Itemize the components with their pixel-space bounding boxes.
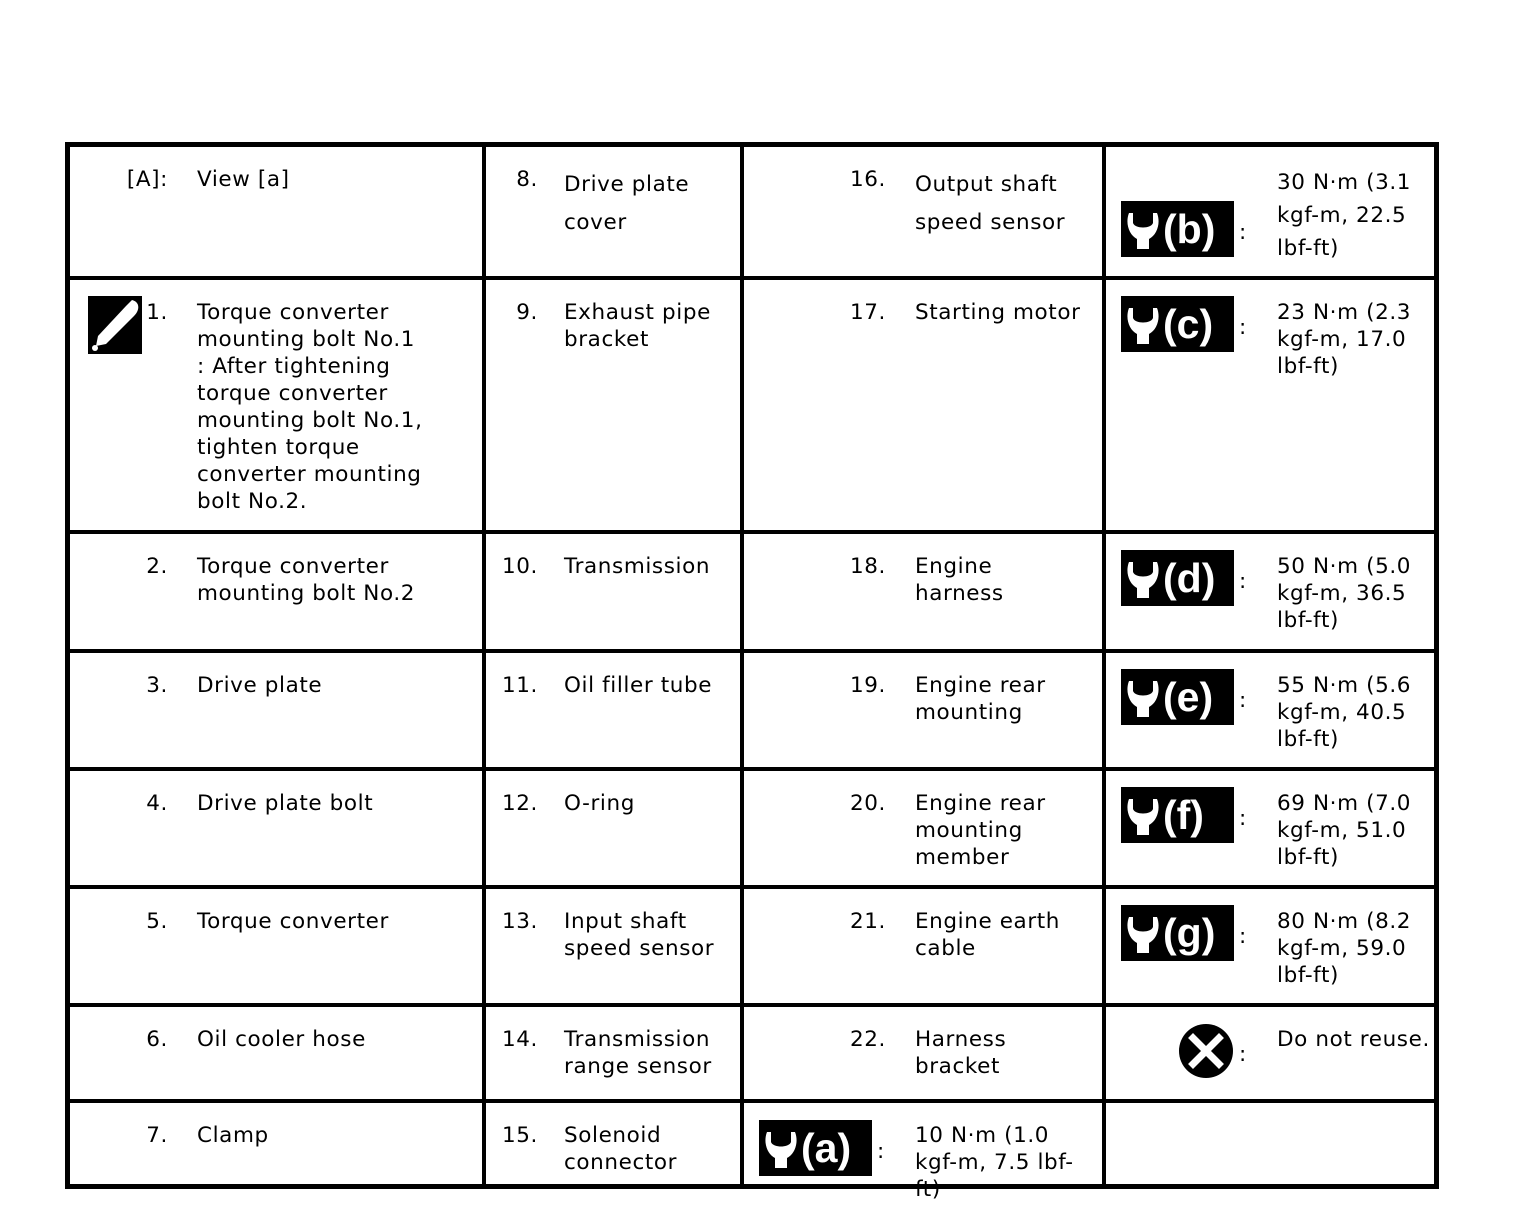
do-not-reuse-icon (1178, 1023, 1234, 1079)
item-label: Starting motor (915, 300, 1081, 325)
torque-spec-letter: (c) (1163, 301, 1214, 347)
legend-cell (744, 889, 1102, 1003)
legend-cell (744, 1007, 1102, 1099)
item-number: 7. (146, 1123, 168, 1148)
item-number: 12. (502, 791, 538, 816)
item-label: Clamp (197, 1123, 269, 1148)
legend-cell (70, 147, 482, 276)
legend-cell (70, 771, 482, 885)
torque-wrench-icon (1121, 787, 1234, 843)
item-label: O-ring (564, 791, 635, 816)
legend-cell (1106, 280, 1434, 530)
item-number: 4. (146, 791, 168, 816)
item-label: Input shaft speed sensor (564, 909, 715, 961)
torque-spec-letter: (d) (1163, 555, 1216, 601)
item-label: Oil cooler hose (197, 1027, 366, 1052)
torque-spec-letter: (g) (1163, 910, 1216, 956)
torque-value: 50 N·m (5.0 kgf-m, 36.5 lbf-ft) (1277, 554, 1412, 633)
item-number: 21. (850, 909, 886, 934)
torque-wrench-icon (759, 1120, 872, 1176)
colon: : (1239, 1042, 1247, 1067)
item-number: 14. (502, 1027, 538, 1052)
torque-spec-letter: (f) (1163, 792, 1204, 838)
item-label: Engine rear mounting (915, 673, 1046, 725)
legend-cell (486, 280, 740, 530)
torque-value: 10 N·m (1.0 kgf-m, 7.5 lbf- ft) (915, 1123, 1074, 1202)
colon: : (1239, 806, 1247, 831)
colon: : (1239, 315, 1247, 340)
item-label: Drive plate bolt (197, 791, 374, 816)
item-label: Do not reuse. (1277, 1027, 1430, 1052)
item-label: Transmission range sensor (564, 1027, 712, 1079)
legend-cell (486, 534, 740, 649)
legend-cell (70, 653, 482, 767)
legend-cell (744, 147, 1102, 276)
legend-cell (744, 1103, 1102, 1202)
torque-wrench-icon (1121, 201, 1234, 257)
torque-value: 80 N·m (8.2 kgf-m, 59.0 lbf-ft) (1277, 909, 1412, 988)
legend-cell (1106, 653, 1434, 767)
item-number: [A]: (126, 167, 168, 192)
item-number: 2. (146, 554, 168, 579)
legend-cell (1106, 1007, 1434, 1099)
legend-cell (70, 1007, 482, 1099)
legend-cell (744, 771, 1102, 885)
legend-cell (486, 147, 740, 276)
item-number: 16. (850, 167, 886, 192)
item-label: Transmission (564, 554, 711, 579)
item-number: 6. (146, 1027, 168, 1052)
item-label: Engine rear mounting member (915, 791, 1046, 870)
colon: : (877, 1139, 885, 1164)
torque-spec-letter: (a) (801, 1125, 852, 1171)
legend-cell (486, 1103, 740, 1184)
legend-cell (486, 771, 740, 885)
item-number: 11. (502, 673, 538, 698)
item-label: Engine harness (915, 554, 1004, 606)
torque-value: 23 N·m (2.3 kgf-m, 17.0 lbf-ft) (1277, 300, 1412, 379)
legend-cell (1106, 147, 1434, 276)
colon: : (1239, 220, 1247, 245)
legend-cell (1106, 534, 1434, 649)
colon: : (1239, 569, 1247, 594)
item-label: Torque converter mounting bolt No.1 : After tightening torque converter mounting bolt No.1, tighten torque converter mounting bolt No.2. (197, 300, 423, 514)
item-number: 13. (502, 909, 538, 934)
item-number: 22. (850, 1027, 886, 1052)
torque-spec-letter: (e) (1163, 674, 1214, 720)
legend-cell (744, 534, 1102, 649)
item-number: 19. (850, 673, 886, 698)
legend-cell (1106, 771, 1434, 885)
legend-cell (486, 1007, 740, 1099)
legend-cell (70, 280, 482, 530)
torque-value: 30 N·m (3.1 kgf-m, 22.5 lbf-ft) (1277, 170, 1412, 261)
item-label: Oil filler tube (564, 673, 713, 698)
item-number: 17. (850, 300, 886, 325)
colon: : (1239, 688, 1247, 713)
parts-legend-table (65, 142, 1439, 1202)
item-number: 5. (146, 909, 168, 934)
item-label: Harness bracket (915, 1027, 1007, 1079)
legend-cell (70, 1103, 482, 1184)
item-number: 15. (502, 1123, 538, 1148)
legend-cell (70, 889, 482, 1003)
item-number: 18. (850, 554, 886, 579)
legend-cell (70, 534, 482, 649)
item-label: Exhaust pipe bracket (564, 300, 711, 352)
torque-wrench-icon (1121, 905, 1234, 961)
item-label: Drive plate (197, 673, 323, 698)
legend-cell (744, 653, 1102, 767)
item-label: View [a] (197, 167, 290, 192)
item-number: 8. (516, 167, 538, 192)
legend-cell (486, 889, 740, 1003)
legend-cell (744, 280, 1102, 530)
legend-cell (1106, 889, 1434, 1003)
colon: : (1239, 924, 1247, 949)
item-number: 20. (850, 791, 886, 816)
item-number: 1. (146, 300, 168, 325)
torque-wrench-icon (1121, 550, 1234, 606)
item-number: 10. (502, 554, 538, 579)
torque-wrench-icon (1121, 669, 1234, 725)
item-label: Torque converter (197, 909, 389, 934)
item-label: Drive plate cover (564, 172, 690, 235)
item-label: Solenoid connector (564, 1123, 678, 1175)
item-label: Output shaft speed sensor (915, 172, 1066, 235)
item-label: Engine earth cable (915, 909, 1061, 961)
item-label: Torque converter mounting bolt No.2 (197, 554, 416, 606)
torque-value: 69 N·m (7.0 kgf-m, 51.0 lbf-ft) (1277, 791, 1412, 870)
legend-cell (486, 653, 740, 767)
torque-spec-letter: (b) (1163, 206, 1216, 252)
item-number: 3. (146, 673, 168, 698)
torque-wrench-icon (1121, 296, 1234, 352)
empty-cell (1106, 1103, 1434, 1184)
item-number: 9. (516, 300, 538, 325)
torque-value: 55 N·m (5.6 kgf-m, 40.5 lbf-ft) (1277, 673, 1412, 752)
